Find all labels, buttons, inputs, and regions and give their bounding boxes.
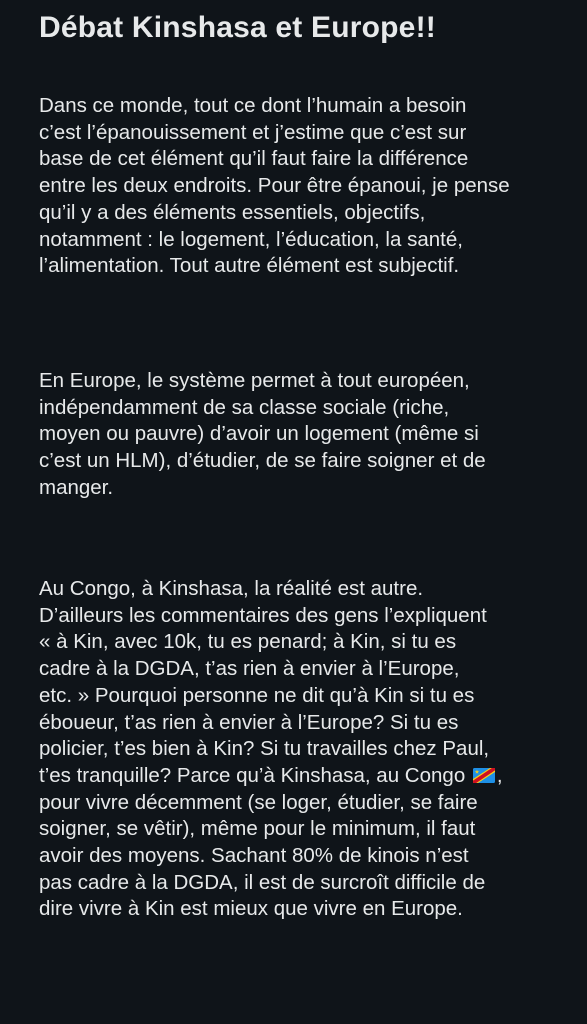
paragraph-line: moyen ou pauvre) d’avoir un logement (même si xyxy=(39,422,479,446)
paragraph-line: pas cadre à la DGDA, il est de surcroît difficile de xyxy=(39,870,486,894)
paragraph-line: indépendamment de sa classe sociale (riche, xyxy=(39,395,450,419)
paragraph-line: entre les deux endroits. Pour être épanoui, je pense xyxy=(39,174,510,198)
paragraph-line: pour vivre décemment (se loger, étudier, se faire xyxy=(39,790,478,814)
paragraph-line: « à Kin, avec 10k, tu es penard; à Kin, si tu es xyxy=(39,630,457,654)
paragraph-europe xyxy=(39,368,574,502)
paragraph-line: manger. xyxy=(39,475,114,499)
paragraph-line-text: t’es tranquille? Parce qu’à Kinshasa, au Congo xyxy=(39,763,466,787)
paragraph-intro xyxy=(39,93,574,280)
paragraph-line: Au Congo, à Kinshasa, la réalité est autre. xyxy=(39,577,424,600)
paragraph-line: etc. » Pourquoi personne ne dit qu’à Kin si tu es xyxy=(39,683,475,707)
paragraph-line: c’est un HLM), d’étudier, de se faire soigner et de xyxy=(39,449,486,473)
paragraph-line: D’ailleurs les commentaires des gens l’expliquent xyxy=(39,603,487,627)
paragraph-line: Dans ce monde, tout ce dont l’humain a besoin xyxy=(39,94,467,117)
article-title: Débat Kinshasa et Europe!! xyxy=(39,11,436,44)
article xyxy=(39,0,574,921)
paragraph-congo xyxy=(39,576,574,923)
paragraph-line: base de cet élément qu’il faut faire la différence xyxy=(39,147,469,171)
paragraph-line-suffix: , xyxy=(496,763,503,787)
paragraph-line: c’est l’épanouissement et j’estime que c’est sur xyxy=(39,120,467,144)
paragraph-line: policier, t’es bien à Kin? Si tu travailles chez Paul, xyxy=(39,737,490,761)
paragraph-line-with-flag xyxy=(39,763,574,790)
paragraph-line: l’alimentation. Tout autre élément est subjectif. xyxy=(39,254,460,278)
drc-flag-icon xyxy=(473,768,495,783)
paragraph-line: dire vivre à Kin est mieux que vivre en Europe. xyxy=(39,897,463,921)
paragraph-line: cadre à la DGDA, t’as rien à envier à l’Europe, xyxy=(39,657,460,681)
paragraph-line: qu’il y a des éléments essentiels, objectifs, xyxy=(39,200,426,224)
paragraph-line: avoir des moyens. Sachant 80% de kinois n’est xyxy=(39,844,469,868)
paragraph-line: En Europe, le système permet à tout européen, xyxy=(39,369,470,392)
paragraph-line: notamment : le logement, l’éducation, la santé, xyxy=(39,227,463,251)
paragraph-line: soigner, se vêtir), même pour le minimum, il faut xyxy=(39,817,476,841)
paragraph-line: éboueur, t’as rien à envier à l’Europe? Si tu es xyxy=(39,710,459,734)
